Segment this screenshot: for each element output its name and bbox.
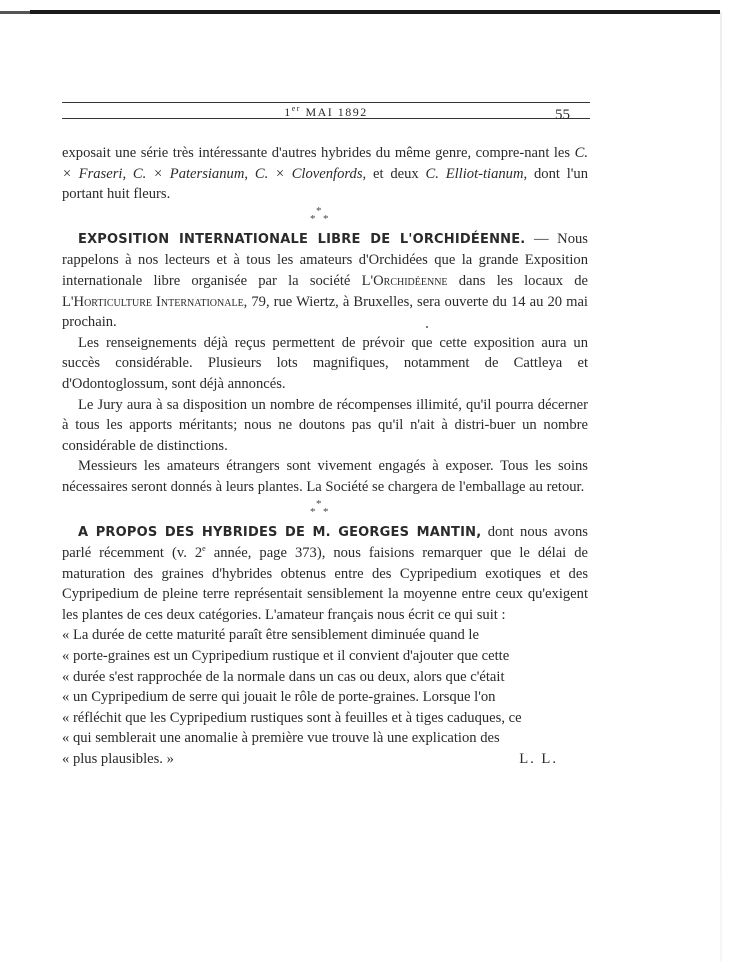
asterisk: * <box>316 497 322 510</box>
quote-line: « réfléchit que les Cypripedium rustiques sont à feuilles et à tiges caduques, ce <box>62 709 522 726</box>
running-head <box>62 88 590 123</box>
date-sup: er <box>291 104 301 113</box>
hybrid-name: C. × Clovenfords <box>254 165 363 182</box>
text-run: , dont l'un portant huit fleurs. <box>62 165 589 203</box>
asterisk: * <box>310 212 316 225</box>
hybrid-name: C. × Patersianum <box>132 165 245 182</box>
text-run: dont nous avons parlé récemment (v. 2 <box>62 523 588 562</box>
asterisk: * <box>323 505 329 518</box>
text-run: — <box>525 230 549 247</box>
text-run: , <box>122 165 133 182</box>
page-body <box>62 143 588 770</box>
text-run: exposait une série très intéressante d'autres hybrides du même genre, compre-nant les <box>62 145 575 161</box>
section-separator <box>62 206 588 228</box>
society-name: L'Orchidéenne <box>361 272 448 289</box>
quote-line: « un Cypripedium de serre qui jouait le rôle de porte-graines. Lorsque l'on <box>62 689 496 706</box>
header-date <box>62 106 590 118</box>
quote-line: « La durée de cette maturité paraît être sensiblement diminuée quand le <box>62 627 479 644</box>
page-number: 55 <box>555 107 570 123</box>
quote-line: « qui semblerait une anomalie à première vue trouve là une explication des <box>62 730 500 747</box>
paragraph: Messieurs les amateurs étrangers sont vivement engagés à exposer. Tous les soins nécessaires seront donnés à leurs plantes. La Société se chargera de l'emballage au retour. <box>62 458 588 495</box>
hybrid-name: C. Elliot-tianum <box>425 165 524 182</box>
text-run: , 79, rue Wiertz, à Bruxelles, sera ouverte du 14 au 20 mai prochain. <box>62 293 588 331</box>
paragraph: Les renseignements déjà reçus permettent de prévoir que cette exposition aura un succès considérable. Plusieurs lots magnifiques, notamment de Cattleya et d'Odontoglossum, sont déjà annoncés. <box>62 334 588 392</box>
hybrid-name: C. × Fraseri <box>62 145 588 182</box>
text-run: « plus plausibles. » <box>62 751 174 768</box>
date-month-year: MAI 1892 <box>300 105 368 119</box>
quote-line: « porte-graines est un Cypripedium rustique et il convient d'ajouter que cette <box>62 648 510 665</box>
text-run: , et deux <box>362 165 426 182</box>
scan-right-edge <box>720 12 722 962</box>
text-run: dans les locaux de <box>447 272 588 289</box>
asterisk: * <box>316 204 322 217</box>
asterisk: * <box>323 212 329 225</box>
continuation-paragraph <box>62 143 588 205</box>
author-signature: L. L. <box>519 751 558 768</box>
date-day: 1 <box>284 105 292 119</box>
exposition-paragraph <box>62 229 588 333</box>
text-run: , <box>244 165 255 182</box>
section-heading: EXPOSITION INTERNATIONALE LIBRE DE L'ORCHIDÉENNE. <box>78 231 526 247</box>
text-run: année, page 373), nous faisions remarquer que le délai de maturation des graines d'hybrides obtenus entre des Cypripedium exotiques et des Cypripedium de pleine terre représentait sensiblement la moyenne entre ceux qu'exigent les plantes de ces deux catégories. L'amateur français nous écrit ce qui suit : <box>62 545 588 623</box>
quote-last-line <box>62 749 588 770</box>
scan-top-edge <box>30 10 720 14</box>
section-separator <box>62 499 588 521</box>
hybrides-paragraph <box>62 522 588 626</box>
section-heading: A PROPOS DES HYBRIDES DE M. GEORGES MANTIN, <box>78 524 482 540</box>
quote-line: « durée s'est rapprochée de la normale dans un cas ou deux, alors que c'était <box>62 668 505 685</box>
venue-name: L'Horticulture Internationale <box>62 293 244 310</box>
asterisk: * <box>310 505 316 518</box>
superscript: e <box>202 544 206 554</box>
text-run: Nous rappelons à nos lecteurs et à tous les amateurs d'Orchidées que la grande Exposition internationale libre organisée par la société <box>62 230 588 289</box>
paragraph: Le Jury aura à sa disposition un nombre de récompenses illimité, qu'il pourra décerner à tous les apports méritants; nous ne doutons pas qu'il n'ait à distri-buer un nombre considérable de distinctions. <box>62 396 588 454</box>
